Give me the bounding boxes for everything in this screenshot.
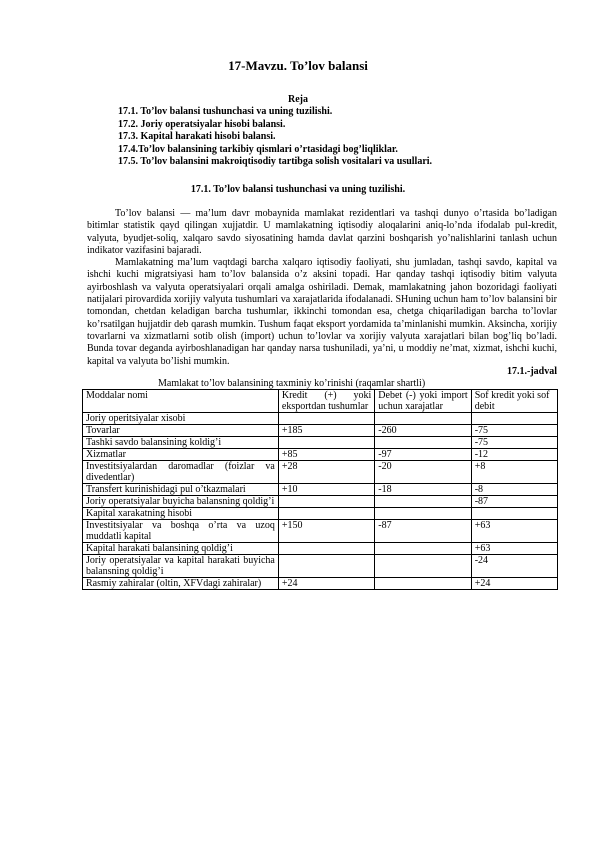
plan-item: 17.2. Joriy operatsiyalar hisobi balansi. <box>118 118 286 130</box>
table-cell <box>375 413 471 425</box>
table-row <box>83 425 558 437</box>
table-cell: +63 <box>471 543 557 555</box>
table-cell: Investitsiyalardan daromadlar (foizlar va divedentlar) <box>83 461 279 484</box>
table-cell <box>278 543 374 555</box>
plan-list <box>118 106 432 169</box>
table-cell: +10 <box>278 484 374 496</box>
paragraph: Mamlakatning ma’lum vaqtdagi barcha xalqaro iqtisodiy faoliyati, shu jumladan, tashqi savdo, kapital va ishchi kuchi migratsiyasi ham to’lov balansida o’z aksini topadi. Har qanday tashqi iqtisodiy bitim valyuta ayirboshlash va valyuta operatsiyalari orqali amalga oshiriladi. Demak, mamlakatning jahon bozoridagi faoliyati natijalari pirovardida xorijiy valyuta tushumlari va xarajatlarida ifodalanadi. SHuning uchun ham to’lov balansini bir tomondan, chetdan keladigan barcha tushumlar, ikkinchi tomondan esa, chetga chiqariladigan barcha to’lovlar ko’rsatilgan hujjatdir deb qarash mumkin. Tushum faqat eksport yordamida ta’minlanishi mumkin. Aksincha, xorijiy tovarlarni va xizmatlarni sotib olish (import) uchun to’lovlar va xorijiy valyuta xarajatlari bilan bog’liq bo’ladi. Bunda tovar deganda ayirboshlanadigan har qanday narsa tushuniladi, ya’ni, u moddiy ne’mat, xizmat, ishchi kuchi, kapital va valyuta bo’lishi mumkin. <box>87 257 557 367</box>
table-cell <box>278 508 374 520</box>
table-label: 17.1.-jadval <box>507 366 557 377</box>
table-caption: Mamlakat to’lov balansining taxminiy ko’rinishi (raqamlar shartli) <box>158 378 426 389</box>
table-row <box>83 555 558 578</box>
table-cell: -75 <box>471 437 557 449</box>
table-cell: Kapital harakati balansining qoldig’i <box>83 543 279 555</box>
table-cell <box>375 543 471 555</box>
balance-table <box>82 389 558 590</box>
table-cell <box>278 496 374 508</box>
table-cell <box>375 578 471 590</box>
table-cell: +24 <box>278 578 374 590</box>
body-text <box>87 208 557 368</box>
table-cell: -24 <box>471 555 557 578</box>
table-cell <box>278 437 374 449</box>
table-cell: Joriy operatsiyalar buyicha balansning qoldig’i <box>83 496 279 508</box>
table-row <box>83 484 558 496</box>
table-cell: Investitsiyalar va boshqa o’rta va uzoq muddatli kapital <box>83 520 279 543</box>
header-cell: Kredit (+) yoki eksportdan tushumlar <box>278 390 374 413</box>
table-cell: Tashki savdo balansining koldig’i <box>83 437 279 449</box>
table-cell: -260 <box>375 425 471 437</box>
section-title: 17.1. To’lov balansi tushunchasi va uning tuzilishi. <box>190 184 406 195</box>
table-cell: -87 <box>375 520 471 543</box>
table-cell: +85 <box>278 449 374 461</box>
table-cell <box>471 508 557 520</box>
header-cell: Moddalar nomi <box>83 390 279 413</box>
table-cell <box>375 496 471 508</box>
table-cell: Rasmiy zahiralar (oltin, XFVdagi zahiralar) <box>83 578 279 590</box>
table-row <box>83 578 558 590</box>
header-cell: Debet (-) yoki import uchun xarajatlar <box>375 390 471 413</box>
table-cell <box>471 413 557 425</box>
table-cell: -20 <box>375 461 471 484</box>
header-cell: Sof kredit yoki sof debit <box>471 390 557 413</box>
plan-item: 17.5. To’lov balansini makroiqtisodiy tartibga solish vositalari va usullari. <box>118 156 433 167</box>
table-cell: Tovarlar <box>83 425 279 437</box>
table-cell: -75 <box>471 425 557 437</box>
table-cell: -8 <box>471 484 557 496</box>
table-cell <box>375 508 471 520</box>
table-cell: -18 <box>375 484 471 496</box>
table-cell <box>375 437 471 449</box>
table-row <box>83 461 558 484</box>
table-cell: -97 <box>375 449 471 461</box>
plan-item: 17.1. To’lov balansi tushunchasi va uning tuzilishi. <box>118 106 333 117</box>
table-cell: Joriy operitsiyalar xisobi <box>83 413 279 425</box>
table-cell: Kapital xarakatning hisobi <box>83 508 279 520</box>
table-cell: Transfert kurinishidagi pul o’tkazmalari <box>83 484 279 496</box>
paragraph: To’lov balansi — ma’lum davr mobaynida mamlakat rezidentlari va tashqi dunyo o’rtasida bo’ladigan bitimlar statistik qayd qilingan xujjatdir. U mamlakatning iqtisodiy aloqalarini aniq-lo’nda ifodalab pul-kredit, valyuta, byudjet-soliq, xalqaro savdo siyosatining hamda davlat qarzini boshqarish yo’nalishlarini tanlash uchun indikator vazifasini bajaradi. <box>87 208 557 256</box>
table-row <box>83 413 558 425</box>
table-cell: +63 <box>471 520 557 543</box>
table-row <box>83 449 558 461</box>
table-row <box>83 437 558 449</box>
table-row <box>83 543 558 555</box>
table-cell: Xizmatlar <box>83 449 279 461</box>
table-cell: +28 <box>278 461 374 484</box>
table-cell <box>278 555 374 578</box>
table-cell <box>375 555 471 578</box>
table-cell: +150 <box>278 520 374 543</box>
table-header-row <box>83 390 558 413</box>
table-row <box>83 496 558 508</box>
table-cell: +24 <box>471 578 557 590</box>
table-cell: +185 <box>278 425 374 437</box>
table-row <box>83 508 558 520</box>
plan-item: 17.4.To’lov balansining tarkibiy qismlari o’rtasidagi bog’liqliklar. <box>118 143 398 155</box>
plan-heading: Reja <box>288 94 308 105</box>
table-row <box>83 520 558 543</box>
table-cell: -87 <box>471 496 557 508</box>
table-cell: Joriy operatsiyalar va kapital harakati buyicha balansning qoldig’i <box>83 555 279 578</box>
table-cell <box>278 413 374 425</box>
page-title: 17-Mavzu. To’lov balansi <box>228 58 368 73</box>
table-cell: +8 <box>471 461 557 484</box>
table-cell: -12 <box>471 449 557 461</box>
plan-item: 17.3. Kapital harakati hisobi balansi. <box>118 131 276 142</box>
